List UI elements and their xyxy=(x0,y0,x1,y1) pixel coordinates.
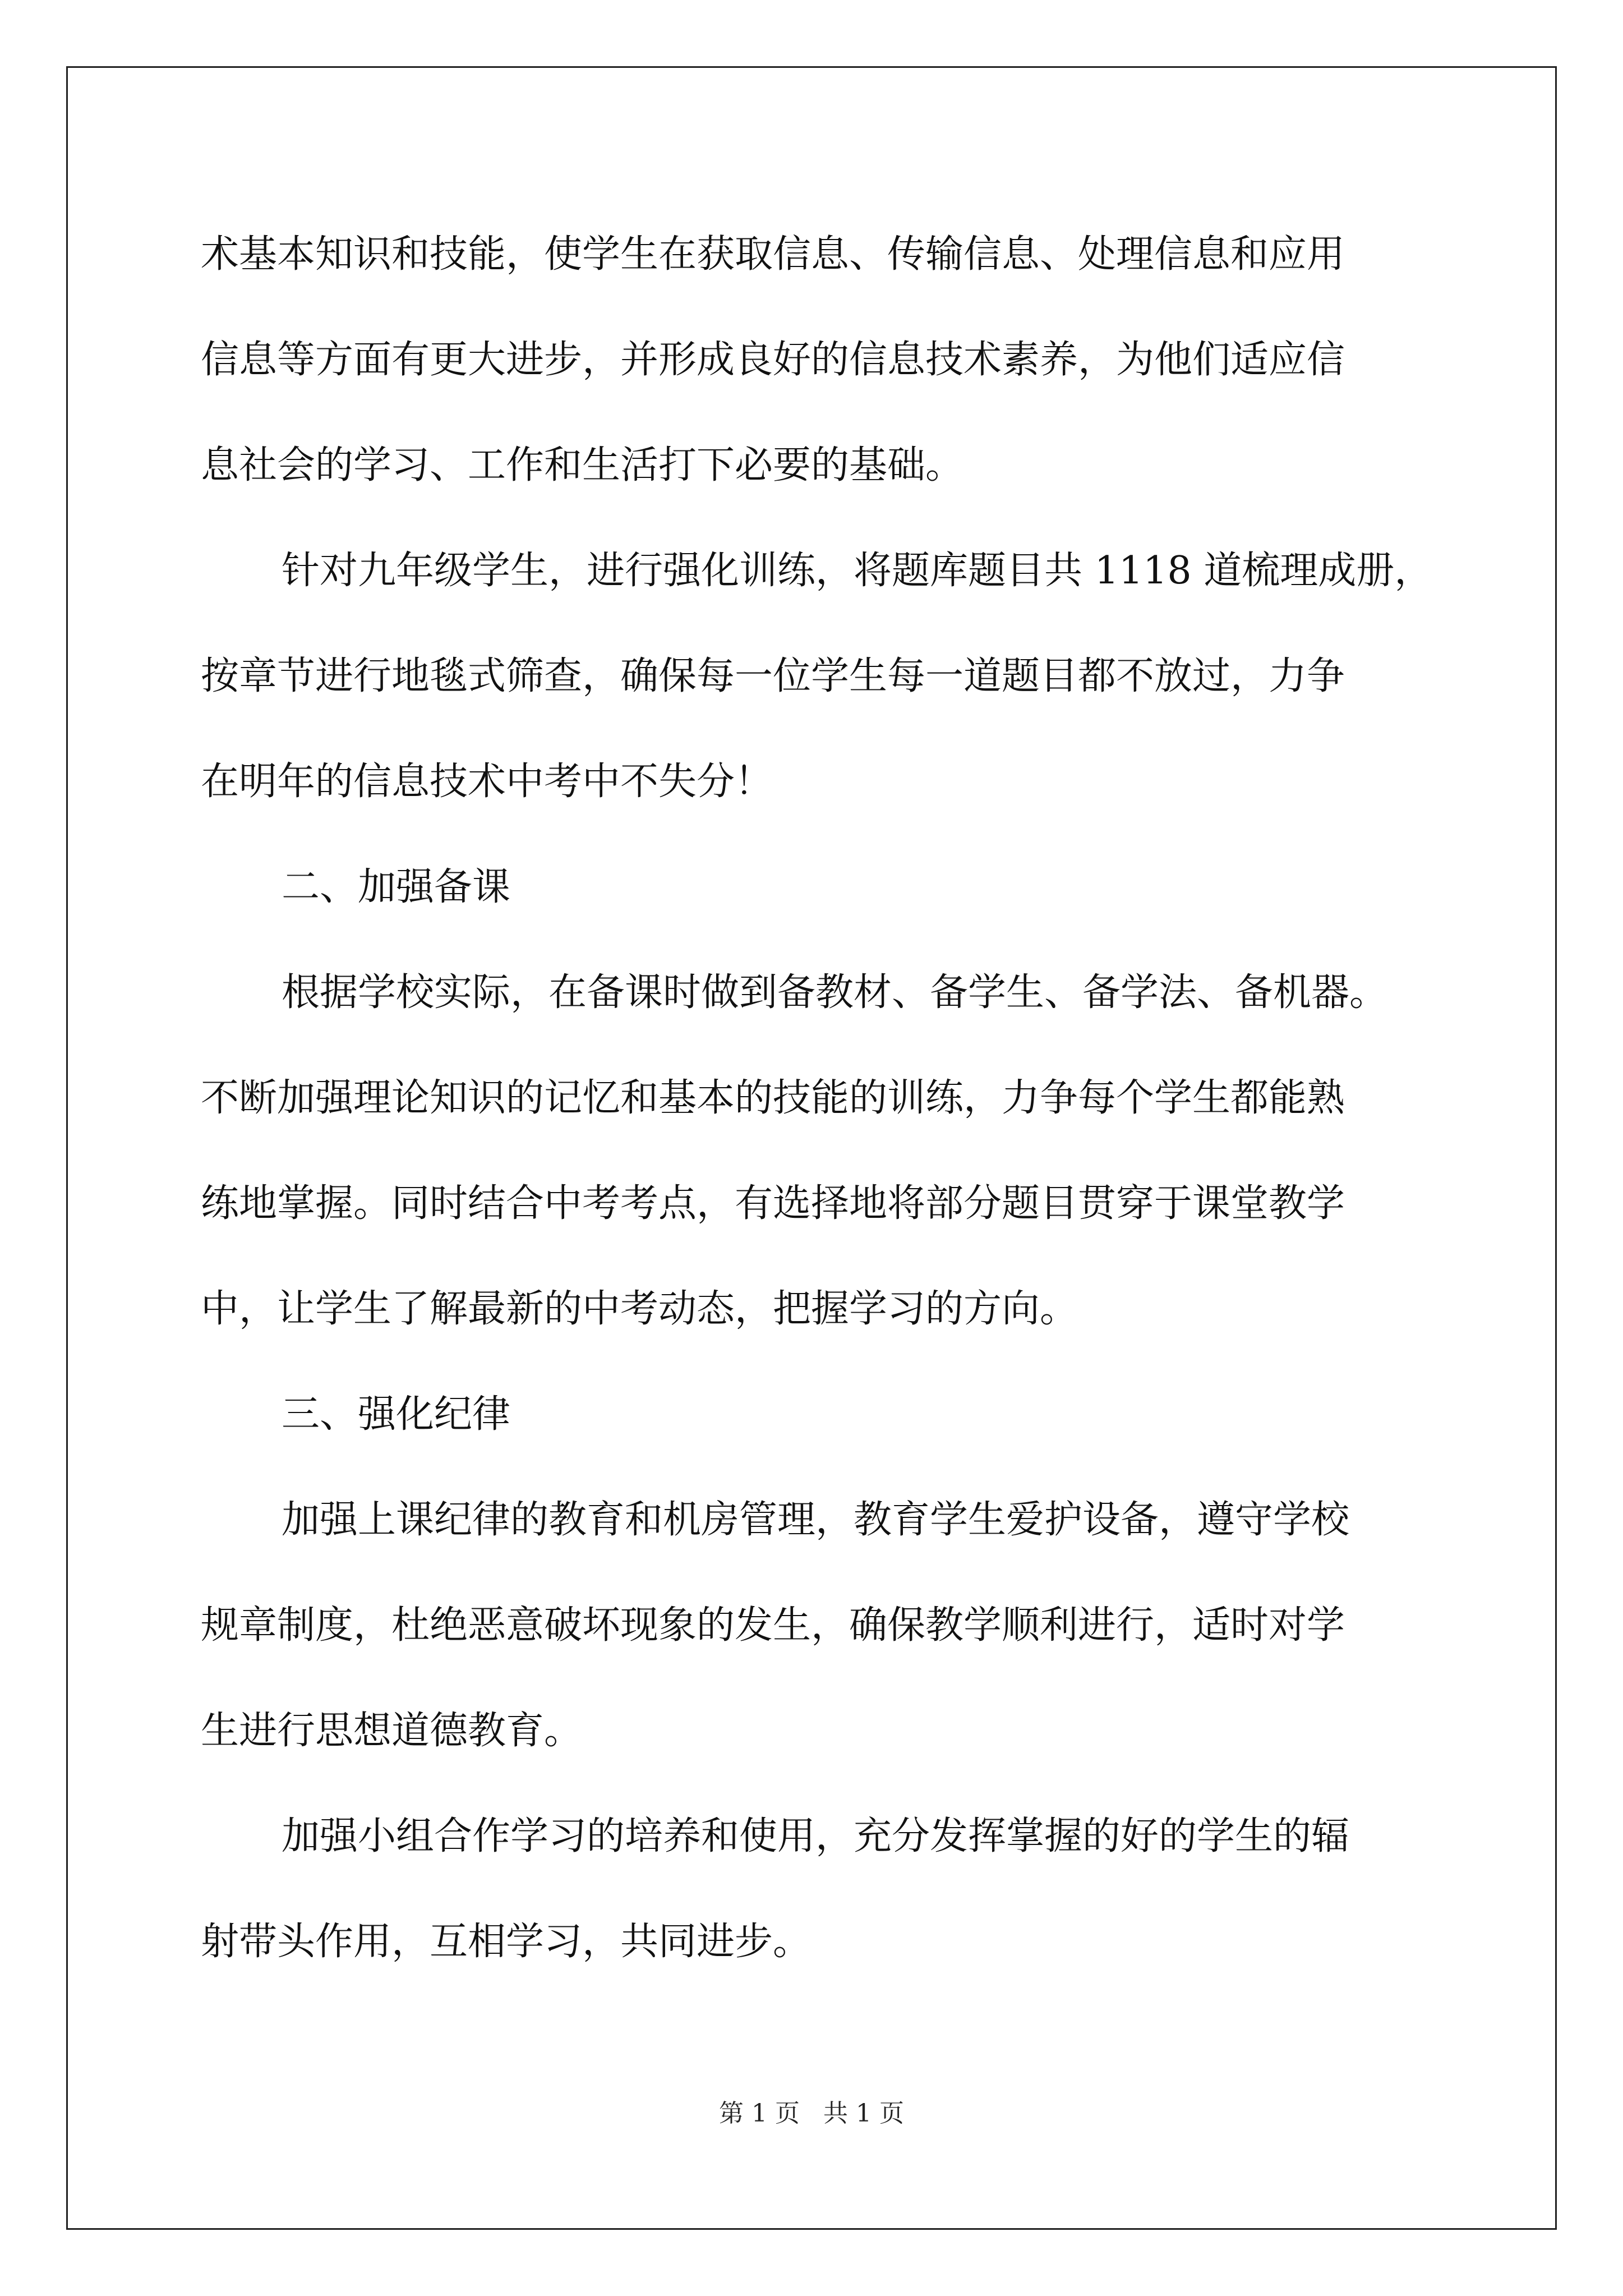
text-line: 信息等方面有更大进步，并形成良好的信息技术素养，为他们适应信 xyxy=(201,338,1345,382)
text-line: 针对九年级学生，进行强化训练，将题库题目共 1118 道梳理成册， xyxy=(282,549,1433,593)
text-line: 练地掌握。同时结合中考考点，有选择地将部分题目贯穿于课堂教学 xyxy=(201,1181,1345,1226)
section-heading: 三、强化纪律 xyxy=(282,1392,511,1437)
page-footer xyxy=(0,2097,1623,2131)
text-line: 中，让学生了解最新的中考动态，把握学习的方向。 xyxy=(201,1287,1078,1331)
text-line: 不断加强理论知识的记忆和基本的技能的训练，力争每个学生都能熟 xyxy=(201,1076,1345,1120)
section-heading: 二、加强备课 xyxy=(282,865,511,909)
text-line: 在明年的信息技术中考中不失分！ xyxy=(201,760,773,804)
text-line: 息社会的学习、工作和生活打下必要的基础。 xyxy=(201,443,964,487)
text-line: 术基本知识和技能，使学生在获取信息、传输信息、处理信息和应用 xyxy=(201,232,1345,277)
document-body xyxy=(201,202,1435,1995)
text-line: 生进行思想道德教育。 xyxy=(201,1709,583,1753)
text-line: 根据学校实际，在备课时做到备教材、备学生、备学法、备机器。 xyxy=(282,970,1388,1015)
text-line: 射带头作用，互相学习，共同进步。 xyxy=(201,1920,811,1964)
page-number: 第 1 页 xyxy=(719,2099,800,2128)
text-line: 加强小组合作学习的培养和使用，充分发挥掌握的好的学生的辐 xyxy=(282,1814,1350,1858)
page-total: 共 1 页 xyxy=(823,2099,904,2128)
text-line: 按章节进行地毯式筛查，确保每一位学生每一道题目都不放过，力争 xyxy=(201,654,1345,698)
text-line: 加强上课纪律的教育和机房管理，教育学生爱护设备，遵守学校 xyxy=(282,1498,1350,1542)
text-line: 规章制度，杜绝恶意破坏现象的发生，确保教学顺利进行，适时对学 xyxy=(201,1603,1345,1648)
